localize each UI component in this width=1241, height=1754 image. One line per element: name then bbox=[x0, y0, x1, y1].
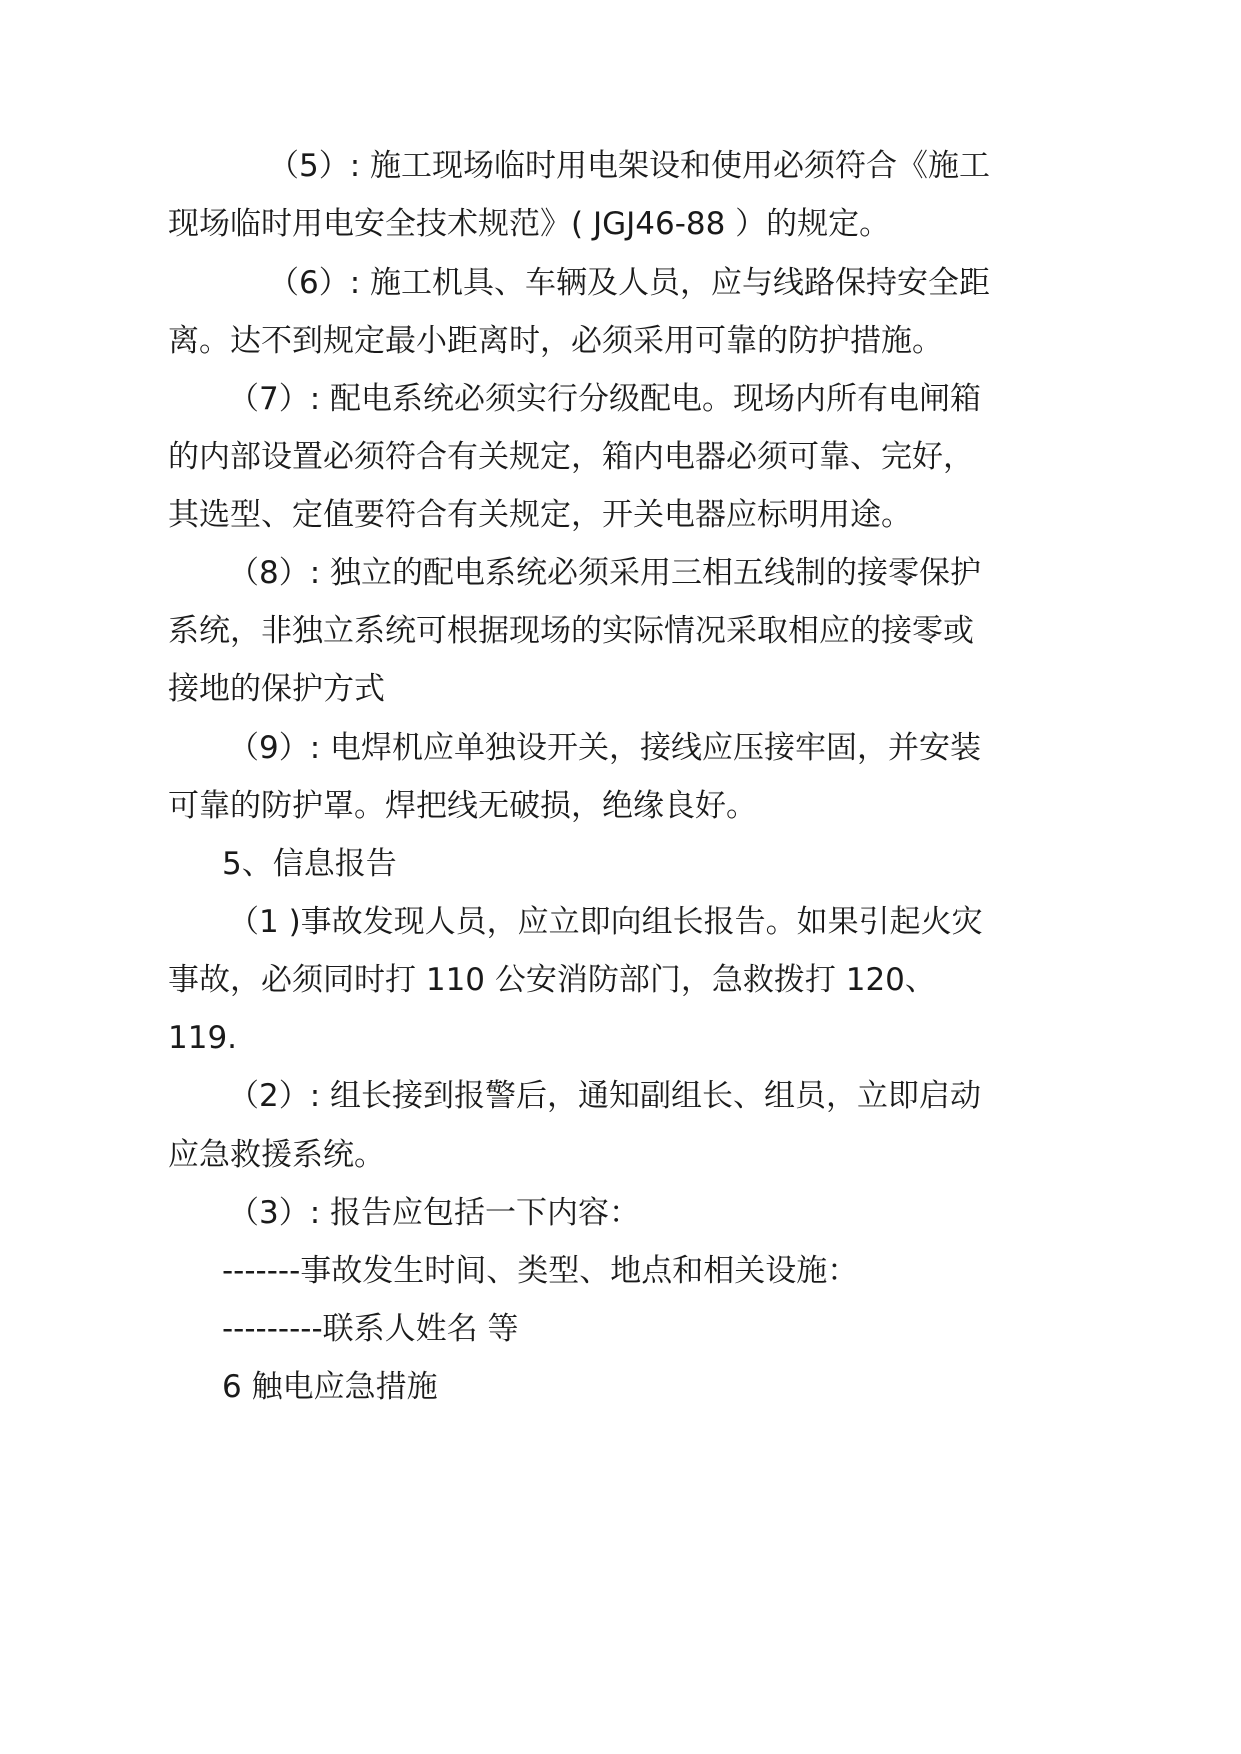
list-item: ---------联系人姓名 等 bbox=[222, 1311, 519, 1347]
paragraph-line: 系统，非独立系统可根据现场的实际情况采取相应的接零或 bbox=[168, 613, 974, 649]
paragraph-line: 可靠的防护罩。焊把线无破损，绝缘良好。 bbox=[168, 788, 757, 824]
paragraph-line: （6）: 施工机具、车辆及人员，应与线路保持安全距 bbox=[268, 265, 991, 301]
list-item: -------事故发生时间、类型、地点和相关设施： bbox=[222, 1253, 859, 1289]
paragraph-line: （5）: 施工现场临时用电架设和使用必须符合《施工 bbox=[268, 148, 991, 184]
paragraph-line: 应急救援系统。 bbox=[168, 1137, 385, 1173]
paragraph-line: 离。达不到规定最小距离时，必须采用可靠的防护措施。 bbox=[168, 323, 943, 359]
paragraph-line: （8）: 独立的配电系统必须采用三相五线制的接零保护 bbox=[228, 555, 982, 591]
paragraph-line: 119. bbox=[168, 1020, 238, 1056]
paragraph-line: （3）: 报告应包括一下内容： bbox=[228, 1195, 641, 1231]
paragraph-line: 现场临时用电安全技术规范》( JGJ46-88 ）的规定。 bbox=[168, 206, 891, 242]
paragraph-line: 事故，必须同时打 110 公安消防部门，急救拨打 120、 bbox=[168, 962, 936, 998]
paragraph-line: 接地的保护方式 bbox=[168, 671, 385, 707]
paragraph-line: （1 )事故发现人员，应立即向组长报告。如果引起火灾 bbox=[228, 904, 983, 940]
paragraph-line: （2）: 组长接到报警后，通知副组长、组员，立即启动 bbox=[228, 1078, 982, 1114]
paragraph-line: （9）: 电焊机应单独设开关，接线应压接牢固，并安装 bbox=[228, 730, 982, 766]
section-heading: 6 触电应急措施 bbox=[222, 1369, 438, 1405]
section-heading: 5、信息报告 bbox=[222, 846, 397, 882]
paragraph-line: 其选型、定值要符合有关规定，开关电器应标明用途。 bbox=[168, 497, 912, 533]
paragraph-line: 的内部设置必须符合有关规定，箱内电器必须可靠、完好， bbox=[168, 439, 974, 475]
paragraph-line: （7）: 配电系统必须实行分级配电。现场内所有电闸箱 bbox=[228, 381, 982, 417]
